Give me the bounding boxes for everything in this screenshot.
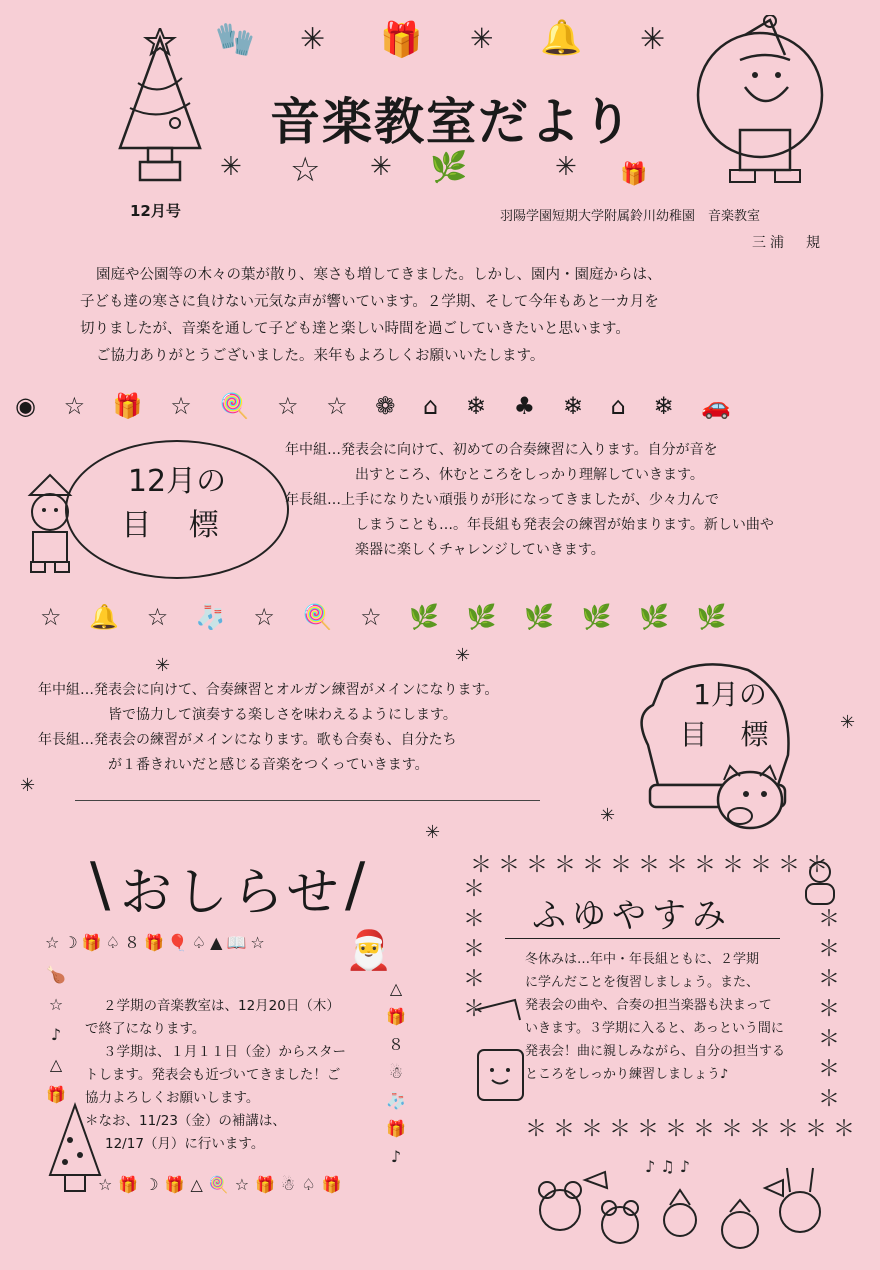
- notice-heading: おしらせ: [120, 863, 343, 923]
- snowflake-icon: ✳: [640, 22, 666, 57]
- tree-icon: ♣: [513, 392, 546, 420]
- winter-line: 発表会の曲や、合奏の担当楽器も決まって: [525, 998, 772, 1013]
- december-nenchu-line: 年中組…発表会に向けて、初めての合奏練習に入ります。自分が音を: [285, 442, 718, 458]
- santa-icon: [690, 15, 850, 195]
- notice-border-bottom: ☆🎁☽🎁△🍭☆🎁☃♤🎁: [98, 1175, 348, 1194]
- snowflake-icon: ✳: [425, 822, 441, 843]
- notice-line: ２学期の音楽教室は、12月20日（木）: [103, 998, 340, 1014]
- snowflake-icon: ✳: [155, 655, 171, 676]
- december-nencho-line: 年長組…上手になりたい頑張りが形になってきましたが、少々力んで: [285, 492, 719, 508]
- winter-body: [525, 948, 815, 1086]
- intro-line: 子ども達の寒さに負けない元気な声が響いています。２学期、そして今年もあと一カ月を: [80, 294, 659, 310]
- december-nencho-line: 楽器に楽しくチャレンジしていきます。: [355, 542, 605, 558]
- star-icon: ☆: [360, 603, 392, 631]
- january-goal-badge: [670, 675, 790, 755]
- bell-icon: 🔔: [89, 603, 130, 631]
- holly-icon: 🌿: [409, 603, 450, 631]
- snowflake-icon: ✳: [600, 805, 616, 826]
- stocking-icon: 🧦: [195, 603, 236, 631]
- holly-icon: 🌿: [524, 603, 565, 631]
- winter-heading-underline: [505, 938, 780, 939]
- snowflake-icon: ✳: [220, 152, 242, 182]
- winter-line: に学んだことを復習しましょう。また、: [525, 975, 760, 990]
- december-nencho-line: しまうことも…。年長組も発表会の練習が始まります。新しい曲や: [355, 517, 774, 533]
- snowflake-icon: ✳: [370, 152, 392, 182]
- christmas-tree-icon: [100, 28, 220, 193]
- wreath-icon: ❁: [375, 392, 406, 420]
- january-goal-badge-line2: 目 標: [679, 718, 781, 751]
- author-name: 三浦 規: [752, 235, 824, 251]
- winter-line: 発表会！曲に親しみながら、自分の担当する: [525, 1044, 786, 1059]
- january-nenchu-line: 皆で協力して演奏する楽しさを味わえるようにします。: [108, 707, 457, 723]
- notice-body: [85, 995, 390, 1156]
- star-icon: ☆: [146, 603, 179, 631]
- snowflake-icon: ✳: [300, 22, 326, 57]
- december-goal-badge-line2: 目 標: [121, 508, 233, 543]
- gift-icon: 🎁: [620, 162, 648, 187]
- snowflake-icon: ❄: [653, 392, 684, 420]
- santa-icon: [15, 470, 85, 580]
- winter-border-left: ＊ ＊ ＊ ＊ ＊: [463, 877, 486, 1022]
- star-icon: ☆: [290, 150, 321, 190]
- notice-line: ＊なお、11/23（金）の補講は、: [85, 1113, 286, 1129]
- january-nenchu-line: 年中組…発表会に向けて、合奏練習とオルガン練習がメインになります。: [38, 682, 499, 698]
- notice-line: で終了になります。: [85, 1021, 206, 1037]
- intro-line: 切りましたが、音楽を通して子ども達と楽しい時間を過ごしていきたいと思います。: [80, 321, 630, 337]
- decoration-row: [40, 603, 737, 631]
- snowflake-icon: ✳: [470, 22, 494, 55]
- house-icon: ⌂: [423, 392, 449, 420]
- school-name: 羽陽学園短期大学附属鈴川幼稚園 音楽教室: [500, 209, 761, 224]
- december-nenchu-line: 出すところ、休むところをしっかり理解していきます。: [355, 467, 704, 483]
- star-icon: ☆: [326, 392, 358, 420]
- gift-icon: 🎁: [112, 392, 153, 420]
- january-nencho-line: 年長組…発表会の練習がメインになります。歌も合奏も、自分たち: [38, 732, 457, 748]
- intro-paragraph: [80, 262, 800, 370]
- holly-icon: 🌿: [430, 150, 468, 185]
- svg-text:♪ ♫ ♪: ♪ ♫ ♪: [645, 1157, 690, 1176]
- snowflake-icon: ✳: [455, 645, 471, 666]
- winter-heading: ふゆやすみ: [532, 896, 732, 936]
- snowflake-icon: ❄: [465, 392, 497, 420]
- ornament-icon: ◉: [15, 392, 46, 420]
- holly-icon: 🌿: [639, 603, 680, 631]
- snowflake-icon: ✳: [20, 775, 36, 796]
- notice-line: トします。発表会も近づいてきました！ご: [85, 1067, 341, 1083]
- winter-line: 冬休みは…年中・年長組ともに、２学期: [525, 952, 760, 967]
- holly-icon: 🌿: [466, 603, 507, 631]
- winter-border-right: ＊ ＊ ＊ ＊ ＊ ＊ ＊: [818, 907, 841, 1112]
- notice-border-left: 🍗 ☆ ♪ △ 🎁: [46, 965, 66, 1104]
- decoration-row: [15, 392, 741, 420]
- star-icon: ☆: [253, 603, 285, 631]
- december-goals-text: [285, 438, 855, 563]
- winter-border-bottom: ＊＊＊＊＊＊＊＊＊＊＊＊: [525, 1117, 862, 1142]
- animal-band-illustration: [525, 1150, 845, 1265]
- snowman-icon: [800, 858, 840, 908]
- page-title: 音楽教室だより: [270, 93, 634, 151]
- candy-cane-icon: 🍭: [302, 603, 343, 631]
- bell-icon: 🔔: [540, 18, 583, 58]
- notice-border-right: △ 🎁 ８ ☃ 🧦 🎁 ♪: [386, 979, 406, 1166]
- december-goal-badge-line1: 12月の: [127, 464, 227, 499]
- star-icon: ☆: [170, 392, 202, 420]
- december-goal-badge: [65, 440, 289, 579]
- candy-cane-icon: 🍭: [219, 392, 260, 420]
- winter-border-top: ＊＊＊＊＊＊＊＊＊＊＊＊＊: [470, 853, 835, 878]
- star-icon: ☆: [40, 603, 72, 631]
- january-goal-badge-line1: 1月の: [693, 678, 767, 711]
- winter-line: いきます。３学期に入ると、あっという間に: [525, 1021, 784, 1036]
- star-icon: ☆: [276, 392, 309, 420]
- january-goals-text: [38, 678, 638, 778]
- divider: [75, 800, 540, 801]
- house-icon: ⌂: [610, 392, 636, 420]
- january-nencho-line: が１番きれいだと感じる音楽をつくっていきます。: [108, 757, 429, 773]
- car-icon: 🚗: [701, 392, 742, 420]
- notice-border-top: ☆☽🎁♤８🎁🎈♤▲📖☆: [45, 933, 269, 952]
- notice-bracket-left: \: [90, 850, 111, 920]
- issue-label: 12月号: [130, 202, 181, 220]
- snowflake-icon: ✳: [840, 712, 856, 733]
- glove-icon: 🧤: [215, 20, 255, 58]
- notice-line: 協力よろしくお願いします。: [85, 1090, 260, 1106]
- intro-line: ご協力ありがとうございました。来年もよろしくお願いいたします。: [96, 348, 545, 364]
- boar-icon: [710, 758, 790, 838]
- intro-line: 園庭や公園等の木々の葉が散り、寒さも増してきました。しかし、園内・園庭からは、: [96, 267, 662, 283]
- notice-line: ３学期は、１月１１日（金）からスター: [103, 1044, 346, 1060]
- holly-icon: 🌿: [581, 603, 622, 631]
- gift-icon: 🎁: [380, 20, 423, 60]
- snowflake-icon: ✳: [555, 152, 577, 182]
- holly-icon: 🌿: [696, 603, 737, 631]
- snowflake-icon: ❄: [562, 392, 593, 420]
- notice-bracket-right: /: [345, 850, 366, 920]
- winter-line: ところをしっかり練習しましょう♪: [525, 1067, 729, 1082]
- notice-line: 12/17（月）に行います。: [105, 1136, 265, 1152]
- star-icon: ☆: [63, 392, 96, 420]
- santa-icon: 🎅: [345, 928, 393, 972]
